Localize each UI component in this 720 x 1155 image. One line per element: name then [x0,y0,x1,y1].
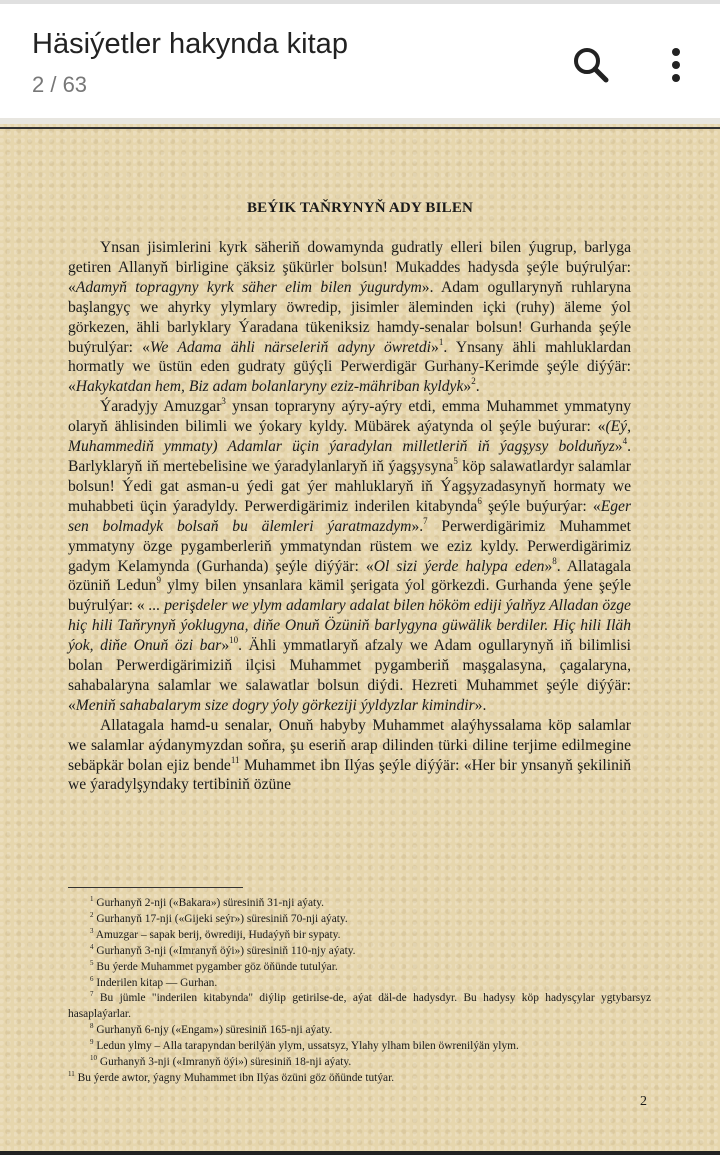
footnote [68,1055,651,1071]
footnote [68,1071,651,1087]
quote-text: Ol sizi ýerde halypa eden [373,557,545,575]
footnotes [68,896,651,1087]
body-text [68,238,631,795]
body-paragraph [68,238,631,397]
footnote-number: 1 [90,895,94,903]
footnote-ref: 5 [453,455,458,466]
text-run: Muhammet ibn Ilýas şeýle diýýär: «Her bir ynsanyň şekiliniň we ýaradylşyndaky tertibiniň özüne [68,756,632,794]
text-run: . Allatagala özüniň Ledun [68,557,631,595]
app-bar [0,0,720,118]
footnote-number: 10 [90,1054,97,1063]
text-run: . Barlyklaryň iň mertebelisine we ýaradylanlaryň iň ýagşysyna [68,438,631,475]
footnote-ref: 7 [423,515,428,526]
quote-text: (Eý, Muhammediň ymmaty) Adamlar üçin ýaradylan milletleriň iň ýagşysy bolduňyz [68,418,631,456]
quote-text: Meniň sahabalarym size dogry ýoly görkeziji ýyldyzlar kimindir [75,696,475,714]
footnote-ref: 10 [229,635,239,646]
page-top-border [0,127,720,129]
footnote-ref: 4 [622,436,628,447]
footnote-text: Gurhanyň 3-nji («Imranyň öýi») süresiniň 110-njy aýaty. [93,944,356,957]
quote-text: Hakykatdan hem, Biz adam bolanlaryny eziz-mähriban kyldyk [75,378,464,396]
footnote-number: 5 [90,958,94,967]
text-run: » [431,338,439,356]
footnote-text: Bu ýerde Muhammet pygamber göz öňünde tutulýar. [93,960,338,973]
overflow-menu-button[interactable] [656,42,696,88]
body-paragraph [68,716,631,796]
footnote-ref: 8 [552,555,557,566]
more-vert-icon [656,42,696,88]
quote-text: Eger sen bolmadyk bolsaň bu älemleri ýaratmazdym [68,497,632,535]
text-run: . [475,378,480,396]
search-button[interactable] [568,42,614,88]
text-run: » [463,378,472,396]
footnote-text: Gurhanyň 6-njy («Engam») süresiniň 165-nji aýaty. [93,1024,333,1037]
footnote-ref: 6 [477,495,482,506]
footnote-ref: 11 [230,754,240,765]
page-number: 2 [640,1094,647,1109]
text-run: » [221,637,230,655]
footnote-number: 3 [90,926,94,935]
quote-text: We Adama ähli närseleriň adyny öwretdi [149,338,432,356]
quote-text: Adamyň topragyny kyrk säher elim bilen ýugurdym [75,278,422,296]
text-run: ». [474,696,487,714]
footnote-ref: 1 [438,336,444,347]
footnote-number: 8 [90,1022,94,1031]
footnote-text: Gurhanyň 3-nji («Imranyň öýi») süresiniň 18-nji aýaty. [97,1056,352,1069]
page-indicator: 2 / 63 [32,72,88,97]
footnote [68,976,651,992]
text-run: köp salawatlardyr salamlar bolsun! Ýedi gat asman-u ýedi gat ýer mahluklaryň iň Ýagşyzadasynyň hormaty we muhabbeti üçin ýaradyldy. Perwerdigärimiz inderilen kitabynda [68,457,631,515]
footnote-text: Bu ýerde awtor, ýagny Muhammet ibn Ilýas özüni göz öňünde tutýar. [74,1071,395,1084]
footnote-number: 7 [90,990,94,999]
footnote [68,1023,651,1039]
text-run: . Ynsany ähli mahluklardan hormatly we üstün eden gudraty güýçli Perwerdigär Gurhany-Kerimde şeýle diýýär: « [68,338,631,396]
footnote-rule [68,887,243,888]
footnote [68,960,651,976]
text-run: ylmy bilen ynsanlara kämil şerigata ýol görkezdi. Gurhanda ýene şeýle buýrulýar: « [68,577,631,615]
footnote [68,944,651,960]
text-run: Ýaradyjy Amuzgar [100,398,222,416]
text-run: Ynsan jisimlerini kyrk säheriň dowamynda gudratly elleri bilen ýugrup, barlyga getiren Allanyň birligine çäksiz şükürler bolsun! Mukaddes hadysda şeýle buýrulýar: « [68,239,631,296]
chapter-title: BEÝIK TAŇRYNYŇ ADY BILEN [246,200,474,216]
text-run: Allatagala hamd-u senalar, Onuň habyby Muhammet alaýhyssalama köp salamlar we salamlar aýdanymyzdan soňra, şu eseriň arap dilinden türki diline terjime edilmegine sebäpkär bolan ejiz bende [68,716,631,774]
footnote-text: Gurhanyň 17-nji («Gijeki seýr») süresiniň 70-nji aýaty. [93,912,348,925]
text-run: şeýle buýurýar: « [481,497,601,515]
footnote [68,928,651,944]
footnote-number: 9 [90,1038,94,1047]
footnote [68,1039,651,1055]
body-paragraph [68,397,631,716]
text-run: » [614,438,623,456]
footnote-ref: 2 [471,376,476,387]
text-run: Perwerdigärimiz Muhammet ymmatyny özge pygamberleriň ymmatyndan rüstem we eziz kyldy. Perwerdigärimiz gadym Kelamynda (Gurhanda) şeýle diýýär: « [68,517,631,575]
footnote-text: Inderilen kitap — Gurhan. [93,976,218,989]
search-icon [568,42,614,88]
footnote-text: Bu jümle "inderilen kitabynda" diýlip getirilse-de, aýat däl-de hadysdyr. Bu hadysy köp hadysçylar ygtybarsyz hasaplaýarlar. [68,992,651,1021]
footnote-ref: 3 [221,396,226,407]
page-bottom-edge [0,1151,720,1155]
text-run: ynsan topraryny aýry-aýry etdi, emma Muhammet ymmatyny olaryň ählisinden bilimli we ýokary kyldy. Mübärek aýatynda ol şeýle buýurar: « [68,398,631,436]
footnote-number: 6 [90,974,94,983]
footnote [68,991,651,1023]
quote-text: ... perişdeler we ylym adamlary adalat bilen hököm ediji ýalňyz Alladan özge hiç hili Taňrynyň ýoklugyna, diňe Onuň Özüniň barlygyna güwälik berdiler. Hiç hili Iläh ýok, diňe Onuň özi bar [68,597,631,655]
footnote-text: Ledun ylmy – Alla tarapyndan berilýän ylym, ussatsyz, Ylahy ylham bilen öwrenilýän ylym. [93,1040,519,1053]
footnote-number: 2 [90,910,94,919]
app-title: Häsiýetler hakynda kitap [32,28,348,60]
footnote-text: Gurhanyň 2-nji («Bakara») süresiniň 31-nji aýaty. [93,897,324,909]
footnote-number: 4 [90,942,94,951]
footnote-number: 11 [68,1069,75,1078]
text-run: ». [411,517,424,535]
footnote [68,896,651,912]
footnote-ref: 9 [156,575,161,586]
text-run: ». Adam ogullarynyň ruhlaryna başlangyç we ahyrky ylymlary öwredip, jisimler äleminden içki (ruhy) äleme ýol görkezen, ähli barlyklary Ýaradana tükeniksiz hamdy-senalar bolsun! Gurhanda şeýle buýrulýar: « [68,278,631,356]
footnote-text: Amuzgar – sapak berij, öwrediji, Hudaýyň bir sypaty. [93,928,341,941]
footnote [68,912,651,928]
text-run: . Ähli ymmatlaryň afzaly we Adam ogullarynyň iň bilimlisi bolan Perwerdigärimiziň ilçisi Muhammet pygamberiň maşgalasyna, çagalaryna, sahabalaryna salamlar we salawatlar bolsun diýdi. Hezreti Muhammet şeýle diýýär: « [68,637,631,714]
text-run: » [544,557,553,575]
